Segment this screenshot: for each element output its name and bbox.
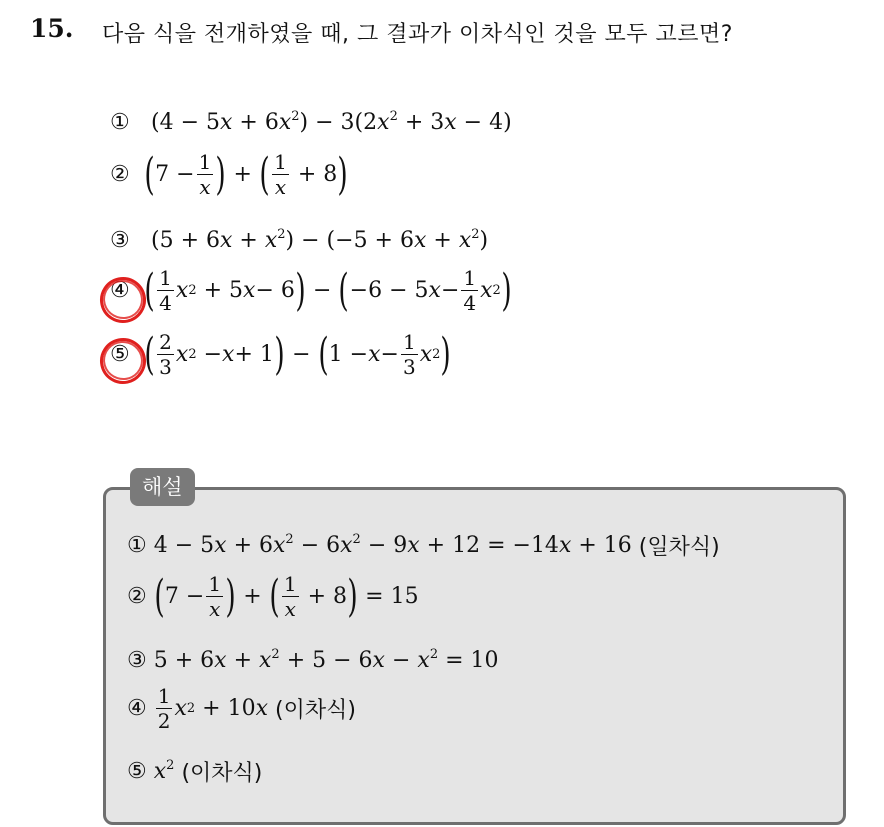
solution-mark: ⑤ [127,759,147,784]
choice-expr: $(5 + 6x + x^2) - (-5 + 6x + x^2)$ [144,227,489,253]
solution-expr: $4 - 5x + 6x^2 - 6x^2 - 9x + 12 = -14x + 16$ [146,532,639,558]
choice-2[interactable] [110,148,349,200]
solution-expr: ( 7 − $\frac{1}{x}$ ) + ( $\frac{1}{x}$ + 8 ) = 15 [154,570,419,622]
choice-3[interactable] [110,228,488,253]
solution-line-2 [127,570,419,622]
choice-mark: ① [110,110,130,135]
solution-mark: ① [127,533,147,558]
choice-expr: ( $\frac{2}{3}$ x 2 − x + 1 ) − ( 1 − x − $\frac{1}{3}$ x 2 ) [144,328,452,380]
solution-line-5 [127,756,262,787]
choice-5[interactable] [110,328,452,380]
choice-1[interactable] [110,110,512,135]
solution-mark: ② [127,584,147,609]
choice-mark: ⑤ [110,342,130,367]
choice-mark: ④ [110,278,130,303]
solution-note: (이차식) [181,761,263,786]
solution-expr: $5 + 6x + x^2 + 5 - 6x - x^2 = 10$ [146,647,499,673]
choice-4[interactable] [110,264,512,316]
solution-note: (일차식) [638,535,720,560]
solution-line-4 [127,686,356,731]
choice-expr: ( $\frac{1}{4}$ x 2 + 5 x − 6 ) − ( −6 − 5 x − $\frac{1}{4}$ x 2 ) [144,264,512,316]
solution-mark: ④ [127,696,147,721]
solution-line-3 [127,648,499,673]
solution-note: (이차식) [275,698,356,723]
question-text: 다음 식을 전개하였을 때, 그 결과가 이차식인 것을 모두 고르면? [102,22,733,47]
choice-mark: ② [110,162,130,187]
choice-expr: ( 7 − $\frac{1}{x}$ ) + ( $\frac{1}{x}$ + 8 ) [144,148,349,200]
solution-line-1 [127,530,720,561]
question-number: 15. [30,14,74,43]
choice-expr: $(4 - 5x + 6x^2) - 3(2x^2 + 3x - 4)$ [144,109,512,135]
solution-expr: $x^2$ [153,758,175,784]
solution-mark: ③ [127,648,147,673]
solution-label: 해설 [130,468,195,506]
choice-mark: ③ [110,228,130,253]
solution-expr: $\frac{1}{2}$ x 2 + 10 x [157,684,269,733]
